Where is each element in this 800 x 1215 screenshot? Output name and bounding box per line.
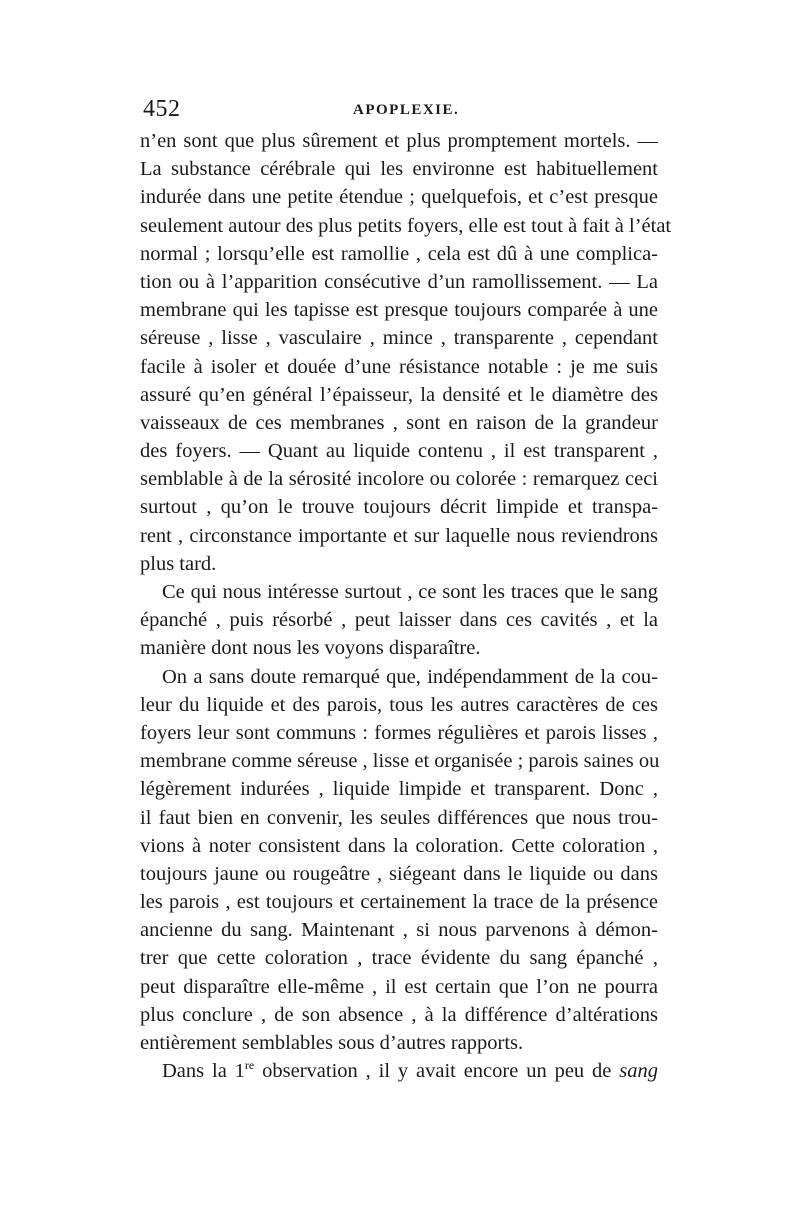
text-line [140, 1057, 658, 1085]
text-line: ancienne du sang. Maintenant , si nous parvenons à démon- [140, 919, 658, 942]
text-line: séreuse , lisse , vasculaire , mince , transparente , cependant [140, 327, 658, 350]
text-line: il faut bien en convenir, les seules différences que nous trou- [140, 806, 658, 829]
text-line: indurée dans une petite étendue ; quelquefois, et c’est presque [140, 186, 658, 209]
page-number: 452 [143, 96, 181, 122]
text-line: Ce qui nous intéresse surtout , ce sont les traces que le sang [162, 581, 658, 603]
text-line: plus tard. [140, 552, 217, 575]
text-line: toujours jaune ou rougeâtre , siégeant dans le liquide ou dans [140, 862, 658, 885]
text-line: surtout , qu’on le trouve toujours décrit limpide et transpa- [140, 496, 658, 519]
body-text [140, 127, 672, 1085]
text-line: assuré qu’en général l’épaisseur, la densité et le diamètre des [140, 383, 658, 406]
text-line: plus conclure , de son absence , à la différence d’altérations [140, 1003, 658, 1026]
text-line: foyers leur sont communs : formes régulières et parois lisses , [140, 721, 658, 744]
text-line: membrane qui les tapisse est presque toujours comparée à une [140, 299, 658, 322]
text-line: n’en sont que plus sûrement et plus promptement mortels. — [140, 130, 658, 152]
text-line: trer que cette coloration , trace évidente du sang épanché , [140, 947, 658, 970]
text-line: vions à noter consistent dans la coloration. Cette coloration , [140, 834, 658, 857]
text-line: des foyers. — Quant au liquide contenu , il est transparent , [140, 440, 658, 463]
text-line: facile à isoler et douée d’une résistance notable : je me suis [140, 355, 658, 378]
running-head: APOPLEXIE. [353, 102, 460, 118]
italic-word: sang [619, 1060, 658, 1083]
text-fragment: observation , il y avait encore un peu de [254, 1060, 620, 1083]
text-line: vaisseaux de ces membranes , sont en raison de la grandeur [140, 411, 658, 434]
text-line: épanché , puis résorbé , peut laisser dans ces cavités , et la [140, 609, 658, 632]
text-line: entièrement semblables sous d’autres rapports. [140, 1032, 524, 1054]
page-header [143, 94, 657, 124]
text-line: leur du liquide et des parois, tous les autres caractères de ces [140, 693, 658, 716]
text-line: semblable à de la sérosité incolore ou colorée : remarquez ceci [140, 468, 658, 491]
text-line: On a sans doute remarqué que, indépendamment de la cou- [162, 665, 658, 688]
text-line: membrane comme séreuse , lisse et organisée ; parois saines ou [140, 750, 660, 773]
text-line: rent , circonstance importante et sur laquelle nous reviendrons [140, 524, 658, 547]
text-line: La substance cérébrale qui les environne est habituellement [140, 158, 658, 181]
text-fragment: Dans la 1 [162, 1060, 245, 1083]
text-line: légèrement indurées , liquide limpide et transparent. Donc , [140, 778, 658, 801]
text-line: seulement autour des plus petits foyers, elle est tout à fait à l’état [140, 214, 672, 237]
text-line: normal ; lorsqu’elle est ramollie , cela est dû à une complica- [140, 242, 658, 265]
text-line: peut disparaître elle-même , il est certain que l’on ne pourra [140, 975, 658, 998]
text-line: manière dont nous les voyons disparaître. [140, 637, 481, 660]
text-line: les parois , est toujours et certainement la trace de la présence [140, 891, 658, 914]
text-line: tion ou à l’apparition consécutive d’un ramollissement. — La [140, 270, 658, 293]
superscript: re [244, 1058, 255, 1073]
